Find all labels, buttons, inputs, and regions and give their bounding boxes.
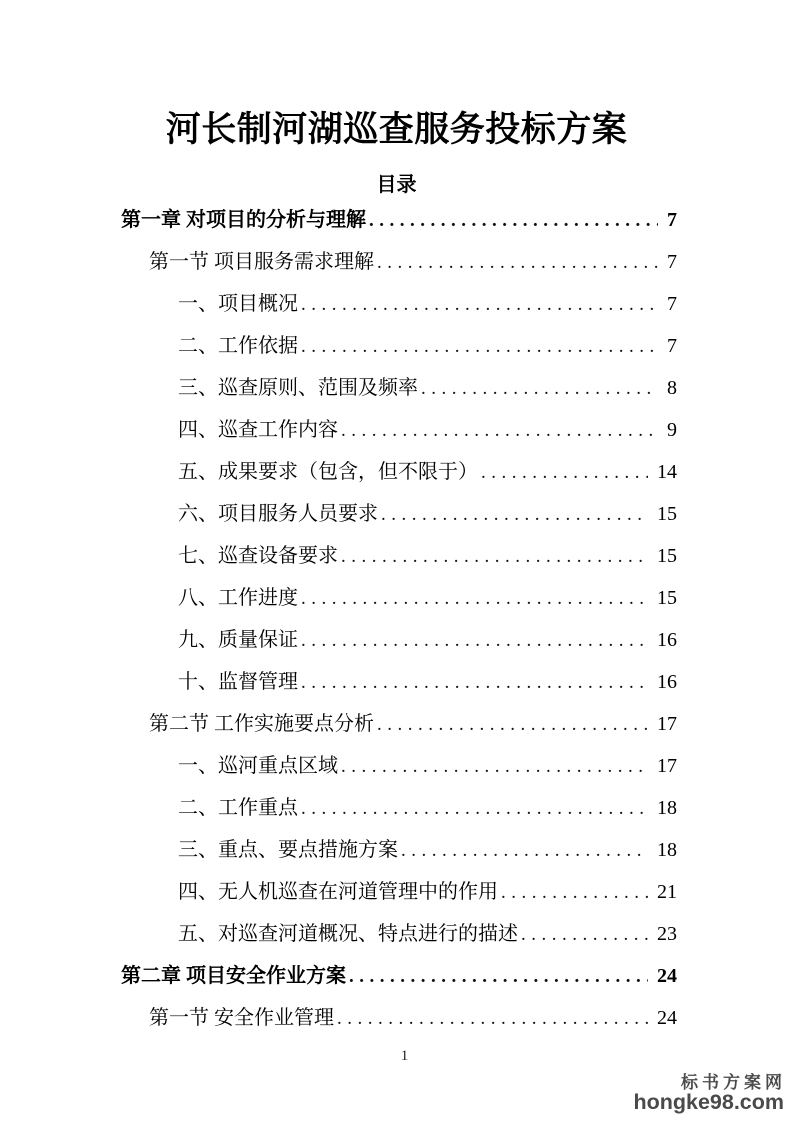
toc-entry-label[interactable]: 六、项目服务人员要求 — [178, 503, 378, 525]
toc-dot-leader — [421, 367, 658, 410]
toc-entry[interactable] — [121, 619, 677, 661]
page-number: 1 — [400, 1048, 409, 1064]
toc-entry-label[interactable]: 九、质量保证 — [178, 629, 298, 651]
toc-entry[interactable] — [121, 241, 677, 283]
toc-entry[interactable] — [121, 325, 677, 367]
toc-entry-page: 15 — [657, 545, 677, 567]
toc-entry-label[interactable]: 一、项目概况 — [178, 293, 298, 315]
toc-dot-leader — [381, 493, 648, 536]
toc-entry[interactable] — [121, 703, 677, 745]
table-of-contents — [121, 199, 677, 1039]
toc-entry-page: 24 — [657, 965, 677, 987]
toc-entry-label[interactable]: 七、巡查设备要求 — [178, 545, 338, 567]
toc-dot-leader — [377, 241, 658, 284]
toc-dot-leader — [501, 871, 648, 914]
document-title: 河长制河湖巡查服务投标方案 — [165, 110, 628, 149]
toc-dot-leader — [369, 199, 658, 242]
toc-entry-label[interactable]: 第一章 对项目的分析与理解 — [121, 209, 366, 231]
toc-dot-leader — [301, 619, 648, 662]
toc-dot-leader — [521, 913, 648, 956]
toc-entry-page: 9 — [667, 419, 677, 441]
toc-entry[interactable] — [121, 829, 677, 871]
toc-entry[interactable] — [121, 577, 677, 619]
toc-entry[interactable] — [121, 199, 677, 241]
toc-dot-leader — [377, 703, 648, 746]
toc-dot-leader — [337, 997, 648, 1040]
toc-entry-page: 18 — [657, 797, 677, 819]
toc-entry[interactable] — [121, 871, 677, 913]
toc-entry-page: 23 — [657, 923, 677, 945]
toc-entry-page: 24 — [657, 1007, 677, 1029]
toc-entry-page: 16 — [657, 629, 677, 651]
toc-dot-leader — [301, 577, 648, 620]
toc-dot-leader — [341, 535, 648, 578]
toc-entry-page: 7 — [667, 209, 677, 231]
toc-entry-page: 7 — [667, 335, 677, 357]
toc-entry-label[interactable]: 第一节 项目服务需求理解 — [149, 251, 374, 273]
toc-entry-page: 14 — [657, 461, 677, 483]
toc-entry[interactable] — [121, 745, 677, 787]
toc-entry-page: 15 — [657, 587, 677, 609]
toc-entry-label[interactable]: 第一节 安全作业管理 — [149, 1007, 334, 1029]
toc-entry-label[interactable]: 五、成果要求（包含，但不限于） — [178, 461, 478, 483]
toc-entry-label[interactable]: 三、重点、要点措施方案 — [178, 839, 398, 861]
toc-entry[interactable] — [121, 493, 677, 535]
watermark-site-url: hongke98.com — [633, 1090, 784, 1115]
toc-entry[interactable] — [121, 787, 677, 829]
toc-entry[interactable] — [121, 997, 677, 1039]
toc-entry-page: 18 — [657, 839, 677, 861]
toc-entry-page: 17 — [657, 755, 677, 777]
toc-entry-label[interactable]: 二、工作重点 — [178, 797, 298, 819]
toc-entry-label[interactable]: 第二节 工作实施要点分析 — [149, 713, 374, 735]
toc-entry[interactable] — [121, 913, 677, 955]
toc-entry[interactable] — [121, 661, 677, 703]
toc-entry-page: 7 — [667, 293, 677, 315]
toc-entry-label[interactable]: 八、工作进度 — [178, 587, 298, 609]
toc-dot-leader — [341, 745, 648, 788]
toc-entry[interactable] — [121, 409, 677, 451]
toc-entry-label[interactable]: 四、巡查工作内容 — [178, 419, 338, 441]
toc-dot-leader — [349, 955, 648, 998]
toc-dot-leader — [401, 829, 648, 872]
toc-dot-leader — [341, 409, 658, 452]
toc-entry-page: 15 — [657, 503, 677, 525]
toc-entry-label[interactable]: 第二章 项目安全作业方案 — [121, 965, 346, 987]
toc-entry-page: 21 — [657, 881, 677, 903]
watermark — [633, 1074, 784, 1114]
toc-entry[interactable] — [121, 955, 677, 997]
toc-entry-page: 8 — [667, 377, 677, 399]
toc-entry-label[interactable]: 一、巡河重点区域 — [178, 755, 338, 777]
toc-entry[interactable] — [121, 367, 677, 409]
toc-dot-leader — [301, 283, 658, 326]
toc-entry-page: 7 — [667, 251, 677, 273]
toc-dot-leader — [301, 325, 658, 368]
toc-entry[interactable] — [121, 283, 677, 325]
toc-entry-label[interactable]: 十、监督管理 — [178, 671, 298, 693]
toc-entry-page: 16 — [657, 671, 677, 693]
toc-entry-label[interactable]: 五、对巡查河道概况、特点进行的描述 — [178, 923, 518, 945]
toc-entry[interactable] — [121, 535, 677, 577]
toc-dot-leader — [301, 661, 648, 704]
toc-entry-label[interactable]: 四、无人机巡查在河道管理中的作用 — [178, 881, 498, 903]
toc-entry[interactable] — [121, 451, 677, 493]
toc-entry-label[interactable]: 二、工作依据 — [178, 335, 298, 357]
toc-entry-page: 17 — [657, 713, 677, 735]
toc-heading: 目录 — [376, 174, 417, 196]
toc-dot-leader — [301, 787, 648, 830]
toc-dot-leader — [481, 451, 648, 494]
watermark-site-name: 标书方案网 — [681, 1072, 786, 1092]
toc-entry-label[interactable]: 三、巡查原则、范围及频率 — [178, 377, 418, 399]
